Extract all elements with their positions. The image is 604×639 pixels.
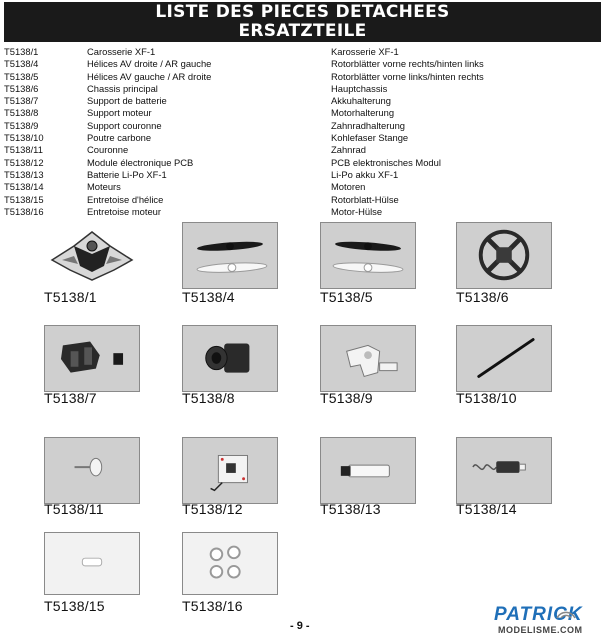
pcb-icon xyxy=(182,437,278,504)
parts-row xyxy=(4,107,601,119)
parts-row xyxy=(4,46,601,58)
part-name-fr: Couronne xyxy=(87,144,129,156)
part-code: T5138/12 xyxy=(4,156,44,168)
part-code-label: T5138/14 xyxy=(456,501,517,517)
part-name-fr: Support moteur xyxy=(87,107,152,119)
part-name-de: Akkuhalterung xyxy=(331,95,391,107)
part-code-label: T5138/4 xyxy=(182,289,235,305)
part-code: T5138/14 xyxy=(4,181,44,193)
battery-icon xyxy=(320,437,416,504)
parts-row xyxy=(4,58,601,70)
part-code: T5138/5 xyxy=(4,70,39,82)
part-code: T5138/4 xyxy=(4,58,39,70)
part-name-fr: Hélices AV droite / AR gauche xyxy=(87,58,212,70)
part-code-label: T5138/9 xyxy=(320,390,373,406)
part-code: T5138/6 xyxy=(4,82,39,94)
gallery-item xyxy=(456,222,584,305)
part-code-label: T5138/16 xyxy=(182,598,243,614)
part-name-fr: Support de batterie xyxy=(87,95,167,107)
part-name-de: Kohlefaser Stange xyxy=(331,132,409,144)
parts-row xyxy=(4,181,601,193)
battery-holder-icon xyxy=(44,325,140,392)
part-code-label: T5138/13 xyxy=(320,501,381,517)
part-name-de: Li-Po akku XF-1 xyxy=(331,168,399,180)
part-code: T5138/13 xyxy=(4,168,44,180)
part-code: T5138/16 xyxy=(4,205,44,217)
gallery-item xyxy=(182,532,310,614)
page-header xyxy=(4,2,601,42)
page-number: - 9 - xyxy=(290,620,310,632)
motor-mount-icon xyxy=(182,325,278,392)
gallery-item xyxy=(320,325,448,406)
parts-row xyxy=(4,206,601,218)
chassis-icon xyxy=(456,222,552,289)
parts-row xyxy=(4,144,601,156)
part-code: T5138/11 xyxy=(4,144,43,156)
part-name-de: Zahnradhalterung xyxy=(331,119,406,131)
part-name-de: Zahnrad xyxy=(331,144,366,156)
part-code: T5138/15 xyxy=(4,193,44,205)
part-name-de: Karosserie XF-1 xyxy=(331,46,399,57)
part-code-label: T5138/10 xyxy=(456,390,517,406)
part-code: T5138/1 xyxy=(4,46,39,57)
part-name-de: Rotorblätter vorne rechts/hinten links xyxy=(331,58,484,70)
part-name-de: Motorhalterung xyxy=(331,107,395,119)
part-name-fr: Module électronique PCB xyxy=(87,156,194,168)
parts-row xyxy=(4,157,601,169)
part-code-label: T5138/7 xyxy=(44,390,97,406)
part-code-label: T5138/6 xyxy=(456,289,509,305)
part-name-de: Rotorblatt-Hülse xyxy=(331,193,399,205)
part-code: T5138/10 xyxy=(4,132,44,144)
part-code-label: T5138/8 xyxy=(182,390,235,406)
part-name-de: Motor-Hülse xyxy=(331,205,383,217)
part-name-de: Rotorblätter vorne links/hinten rechts xyxy=(331,70,484,82)
parts-row xyxy=(4,132,601,144)
parts-row xyxy=(4,194,601,206)
gallery-item xyxy=(44,532,172,614)
logo-text-bottom: MODELISME.COM xyxy=(498,625,583,635)
title-german: ERSATZTEILE xyxy=(238,21,367,41)
part-name-de: Hauptchassis xyxy=(331,82,388,94)
part-name-fr: Entretoise moteur xyxy=(87,205,161,217)
title-french: LISTE DES PIECES DETACHEES xyxy=(155,2,450,22)
part-name-fr: Hélices AV gauche / AR droite xyxy=(87,70,212,82)
parts-list xyxy=(4,46,601,218)
part-name-fr: Chassis principal xyxy=(87,82,158,94)
carbon-rod-icon xyxy=(456,325,552,392)
part-name-fr: Moteurs xyxy=(87,181,121,193)
propellers-icon xyxy=(320,222,416,289)
gallery-item xyxy=(456,437,584,517)
part-code: T5138/7 xyxy=(4,95,39,107)
part-code: T5138/9 xyxy=(4,119,39,131)
part-code-label: T5138/5 xyxy=(320,289,373,305)
gallery-item xyxy=(44,222,172,305)
gallery-item xyxy=(182,325,310,406)
logo-text-top: PATRICK xyxy=(494,604,583,625)
parts-row xyxy=(4,71,601,83)
site-logo xyxy=(494,604,602,638)
propellers-icon xyxy=(182,222,278,289)
part-code: T5138/8 xyxy=(4,107,39,119)
part-name-fr: Poutre carbone xyxy=(87,132,152,144)
gallery-item xyxy=(44,437,172,517)
parts-row xyxy=(4,169,601,181)
gear-mount-icon xyxy=(320,325,416,392)
signal-icon xyxy=(553,604,579,622)
canopy-icon xyxy=(44,222,140,289)
part-code-label: T5138/11 xyxy=(44,501,104,517)
motor-spacers-icon xyxy=(182,532,278,595)
gallery-item xyxy=(320,222,448,305)
parts-row xyxy=(4,83,601,95)
parts-row xyxy=(4,120,601,132)
part-name-fr: Support couronne xyxy=(87,119,162,131)
part-code-label: T5138/1 xyxy=(44,289,97,305)
gallery-item xyxy=(320,437,448,517)
part-code-label: T5138/12 xyxy=(182,501,243,517)
gear-icon xyxy=(44,437,140,504)
part-name-fr: Entretoise d'hélice xyxy=(87,193,164,205)
gallery-item xyxy=(182,437,310,517)
gallery-item xyxy=(456,325,584,406)
part-name-de: Motoren xyxy=(331,181,366,193)
gallery-item xyxy=(182,222,310,305)
motor-icon xyxy=(456,437,552,504)
part-code-label: T5138/15 xyxy=(44,598,105,614)
parts-row xyxy=(4,95,601,107)
gallery-item xyxy=(44,325,172,406)
spacer-icon xyxy=(44,532,140,595)
part-name-fr: Batterie Li-Po XF-1 xyxy=(87,168,167,180)
part-name-de: PCB elektronisches Modul xyxy=(331,156,441,168)
part-name-fr: Carosserie XF-1 xyxy=(87,46,156,57)
